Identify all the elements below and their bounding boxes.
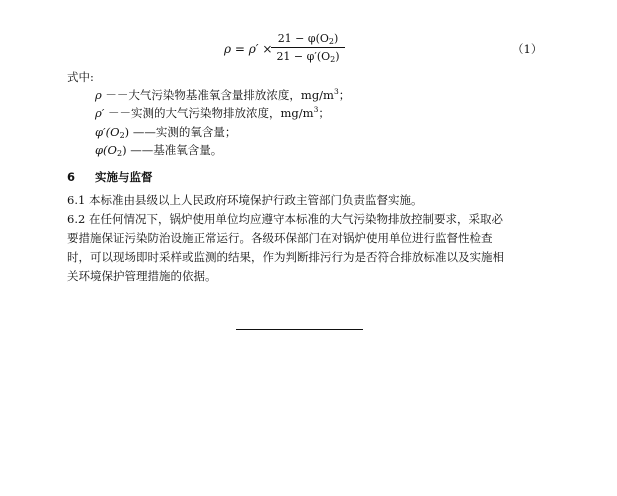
- paragraph-6-2-line-2: 要措施保证污染防治设施正常运行。各级环保部门在对锅炉使用单位进行监督性检查: [67, 231, 493, 245]
- equation-number: （1）: [512, 42, 543, 56]
- formula-times: ×: [258, 42, 273, 56]
- formula-fraction: [269, 30, 347, 65]
- definition-rho: ρ －－大气污染物基准氧含量排放浓度，$mg/m^3$；: [95, 87, 351, 102]
- formula-rho-prime: ρ′: [248, 42, 259, 56]
- paragraph-6-1: 6.1 本标准由县级以上人民政府环境保护行政主管部门负责监督实施。: [67, 193, 423, 207]
- definition-rho-prime: ρ′ －－实测的大气污染物排放浓度，$mg/m^3$；: [95, 105, 330, 120]
- formula-lhs: [224, 42, 272, 56]
- section-title: 实施与监督: [95, 170, 153, 184]
- definition-phi: $\varphi(O_2)$ ——基准氧含量。: [95, 143, 223, 158]
- paragraph-6-2-line-3: 时，可以现场即时采样或监测的结果，作为判断排污行为是否符合排放标准以及实施相: [67, 250, 504, 264]
- formula-denominator: $21 - \varphi'(O_2)$: [276, 50, 340, 64]
- paragraph-6-2-line-4: 关环境保护管理措施的依据。: [67, 269, 217, 283]
- end-rule: [236, 329, 363, 330]
- paragraph-6-2-line-1: 6.2 在任何情况下，锅炉使用单位均应遵守本标准的大气污染物排放控制要求，采取必: [67, 212, 503, 226]
- formula-rho: ρ: [224, 42, 232, 56]
- formula-equals: =: [231, 42, 249, 56]
- definition-phi-prime: $\varphi'(O_2)$ ——实测的氧含量；: [95, 125, 237, 140]
- formula-numerator: $21 - \varphi(O_2)$: [277, 32, 339, 46]
- where-label: 式中:: [67, 70, 94, 84]
- section-heading: [67, 169, 153, 185]
- section-number: 6: [67, 170, 76, 184]
